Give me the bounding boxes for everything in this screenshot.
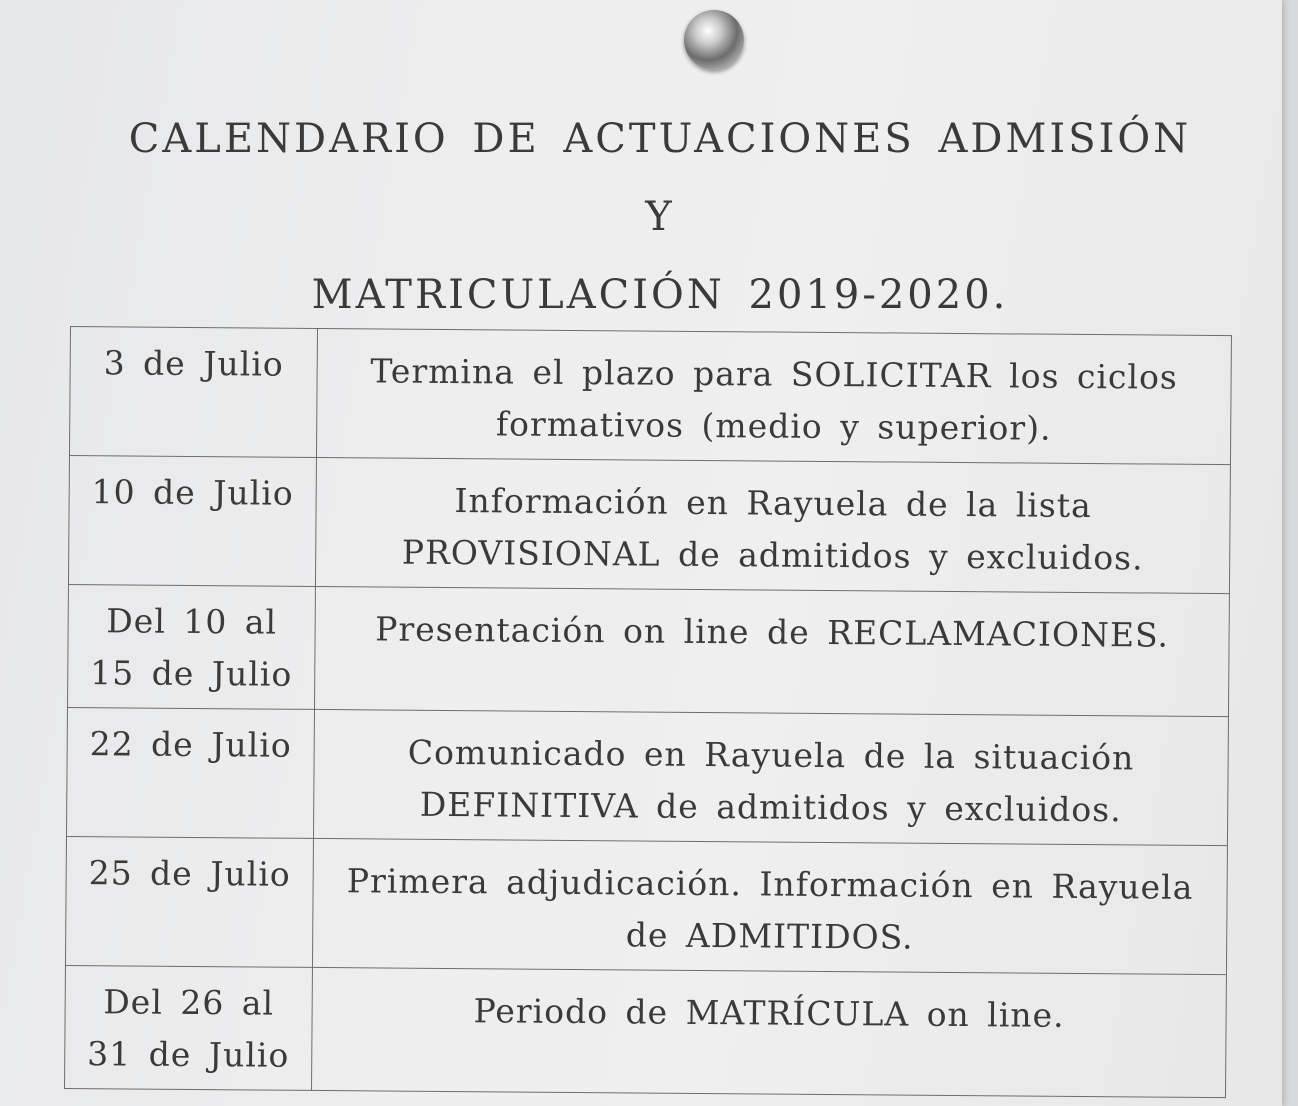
date-cell: 10 de Julio <box>68 455 316 586</box>
table-row <box>68 584 1230 716</box>
calendar-table <box>64 326 1232 1098</box>
description-cell: Comunicado en Rayuela de la situación DEFINITIVA de admitidos y excluidos. <box>313 709 1228 845</box>
description-cell: Periodo de MATRÍCULA on line. <box>312 967 1227 1097</box>
title-line-1: CALENDARIO DE ACTUACIONES ADMISIÓN Y <box>128 116 1192 240</box>
description-cell: Presentación on line de RECLAMACIONES. <box>314 586 1229 716</box>
date-cell: Del 26 al 31 de Julio <box>65 965 313 1090</box>
description-cell: Primera adjudicación. Información en Rayuela de ADMITIDOS. <box>312 838 1227 974</box>
date-cell: 22 de Julio <box>66 707 314 838</box>
description-cell: Información en Rayuela de la lista PROVISIONAL de admitidos y excluidos. <box>315 457 1230 593</box>
date-cell: 3 de Julio <box>69 327 317 458</box>
table-row <box>65 836 1227 974</box>
description-cell: Termina el plazo para SOLICITAR los ciclos formativos (medio y superior). <box>316 328 1231 464</box>
title-line-2: MATRICULACIÓN 2019-2020. <box>311 272 1009 318</box>
date-cell: Del 10 al 15 de Julio <box>68 584 316 709</box>
date-cell: 25 de Julio <box>65 836 313 967</box>
table-row <box>66 707 1228 845</box>
table-row <box>65 965 1227 1097</box>
document-title <box>120 100 1200 334</box>
table-row <box>69 327 1231 465</box>
push-pin-icon <box>684 10 744 70</box>
table-row <box>68 455 1230 593</box>
